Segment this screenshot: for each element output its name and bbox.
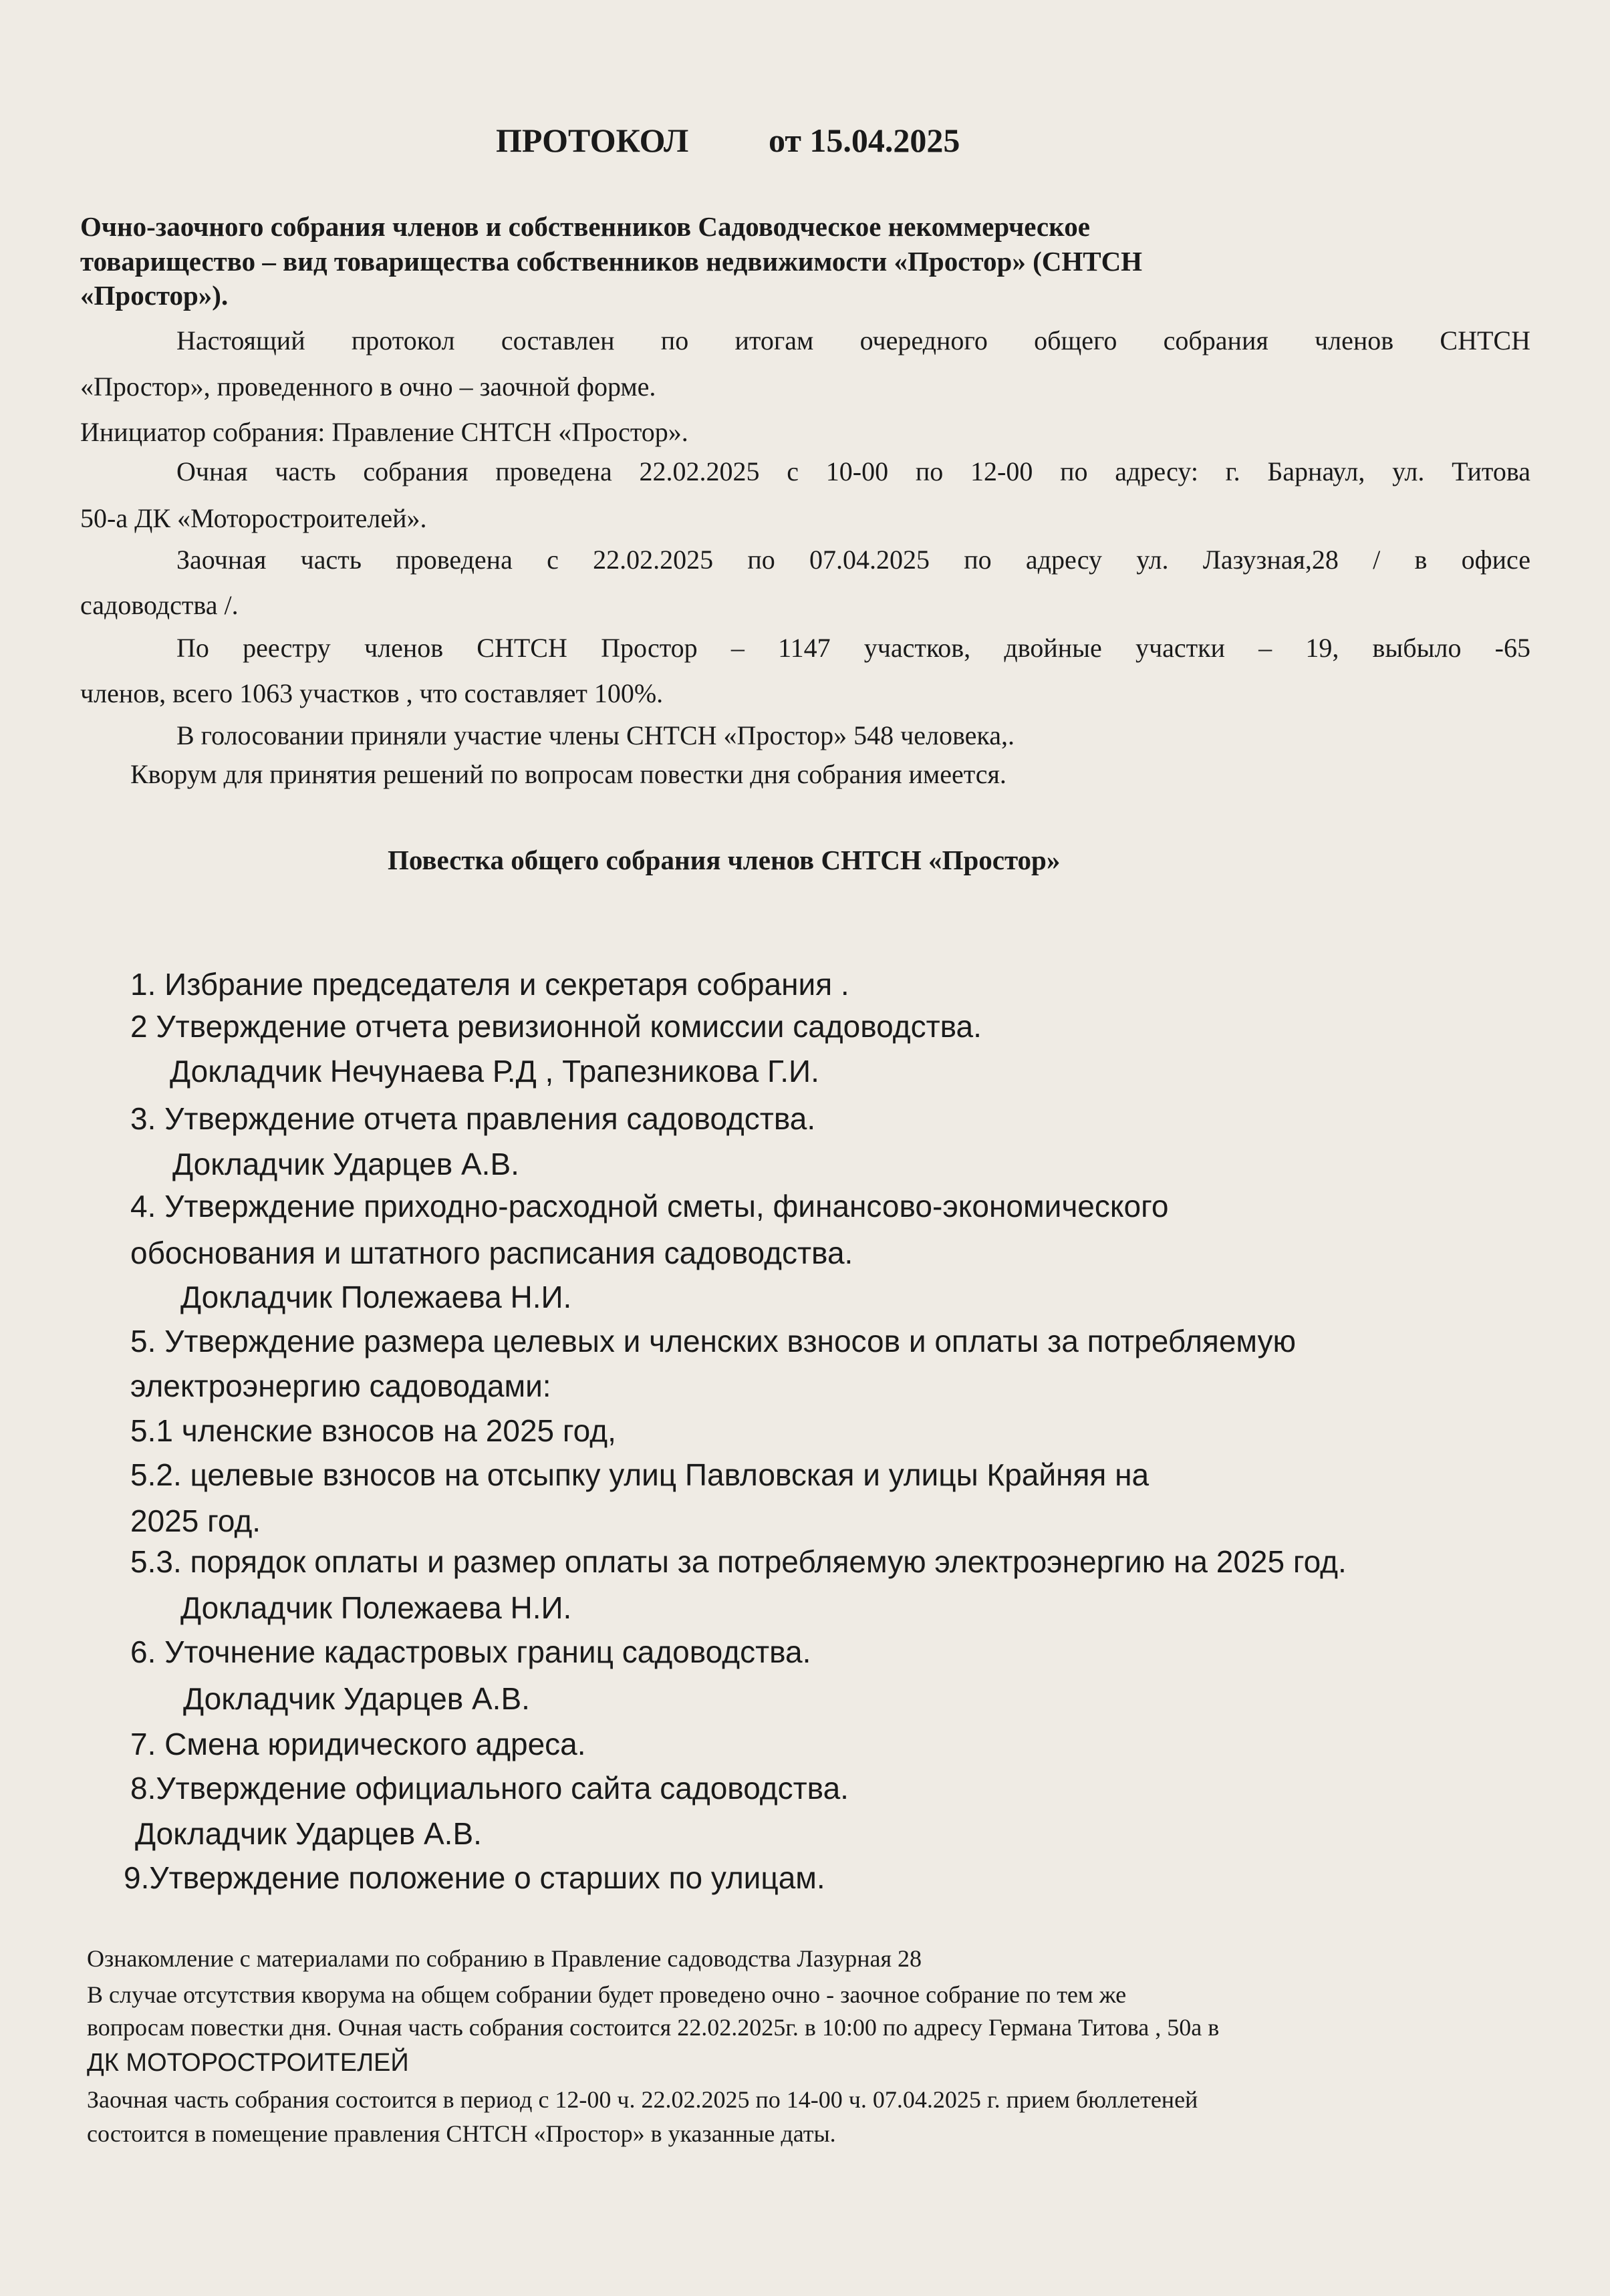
agenda-item: 5.2. целевые взносов на отсыпку улиц Павловская и улицы Крайняя на bbox=[130, 1457, 1150, 1492]
intro-p1-line-2: «Простор», проведенного в очно – заочной форме. bbox=[80, 372, 656, 402]
footer-line-4: ДК МОТОРОСТРОИТЕЛЕЙ bbox=[87, 2049, 409, 2077]
subtitle-line-3: «Простор»). bbox=[80, 280, 229, 311]
footer-line-5: Заочная часть собрания состоится в период с 12-00 ч. 22.02.2025 по 14-00 ч. 07.04.2025 г. прием бюллетеней bbox=[87, 2086, 1198, 2113]
agenda-item: Докладчик Ударцев А.В. bbox=[135, 1816, 482, 1851]
agenda-item: 3. Утверждение отчета правления садоводства. bbox=[130, 1101, 816, 1136]
footer-line-1: Ознакомление с материалами по собранию в Правление садоводства Лазурная 28 bbox=[87, 1945, 922, 1972]
agenda-item: 5. Утверждение размера целевых и членских взносов и оплаты за потребляемую bbox=[130, 1324, 1297, 1358]
agenda-item: 2025 год. bbox=[130, 1503, 261, 1538]
agenda-item: электроэнергию садоводами: bbox=[130, 1369, 551, 1403]
protocol-date: от 15.04.2025 bbox=[769, 122, 960, 159]
agenda-item: Докладчик Полежаева Н.И. bbox=[180, 1280, 572, 1314]
agenda-item: обоснования и штатного расписания садоводства. bbox=[130, 1236, 853, 1270]
agenda-item: Докладчик Полежаева Н.И. bbox=[180, 1590, 572, 1625]
agenda-item: 1. Избрание председателя и секретаря собрания . bbox=[130, 967, 849, 1002]
agenda-heading: Повестка общего собрания членов СНТСН «Простор» bbox=[388, 845, 1061, 875]
agenda-item: Докладчик Ударцев А.В. bbox=[172, 1147, 519, 1181]
agenda-item: 5.1 членские взносов на 2025 год, bbox=[130, 1413, 616, 1448]
intro-p3-line-2: садоводства /. bbox=[80, 590, 239, 620]
agenda-item: 4. Утверждение приходно-расходной сметы, финансово-экономического bbox=[130, 1189, 1169, 1224]
subtitle-line-1: Очно-заочного собрания членов и собственников Садоводческое некоммерческое bbox=[80, 211, 1090, 242]
intro-p5: В голосовании приняли участие члены СНТСН «Простор» 548 человека,. bbox=[176, 720, 1015, 750]
intro-p1-line-1: Настоящий протокол составлен по итогам очередного общего собрания членов СНТСН bbox=[176, 325, 1530, 355]
initiator-line: Инициатор собрания: Правление СНТСН «Простор». bbox=[80, 417, 688, 447]
agenda-item: Докладчик Ударцев А.В. bbox=[183, 1681, 530, 1716]
agenda-item: 8.Утверждение официального сайта садоводства. bbox=[130, 1771, 849, 1806]
agenda-item: Докладчик Нечунаева Р.Д , Трапезникова Г.И. bbox=[170, 1054, 819, 1089]
intro-p4-line-1: По реестру членов СНТСН Простор – 1147 участков, двойные участки – 19, выбыло -65 bbox=[176, 633, 1530, 663]
agenda-item: 5.3. порядок оплаты и размер оплаты за потребляемую электроэнергию на 2025 год. bbox=[130, 1544, 1347, 1579]
intro-p2-line-2: 50-а ДК «Моторостроителей». bbox=[80, 503, 427, 533]
agenda-item: 7. Смена юридического адреса. bbox=[130, 1727, 586, 1761]
protocol-title: ПРОТОКОЛ bbox=[496, 122, 689, 159]
intro-p6: Кворум для принятия решений по вопросам повестки дня собрания имеется. bbox=[130, 759, 1007, 789]
intro-p3-line-1: Заочная часть проведена с 22.02.2025 по 07.04.2025 по адресу ул. Лазузная,28 / в офисе bbox=[176, 545, 1530, 575]
agenda-item: 6. Уточнение кадастровых границ садоводства. bbox=[130, 1634, 811, 1669]
subtitle-line-2: товарищество – вид товарищества собственников недвижимости «Простор» (СНТСН bbox=[80, 246, 1143, 277]
footer-line-6: состоится в помещение правления СНТСН «Простор» в указанные даты. bbox=[87, 2120, 836, 2147]
footer-line-2: В случае отсутствия кворума на общем собрании будет проведено очно - заочное собрание по тем же bbox=[87, 1981, 1127, 2008]
intro-p4-line-2: членов, всего 1063 участков , что составляет 100%. bbox=[80, 678, 664, 708]
agenda-item: 2 Утверждение отчета ревизионной комиссии садоводства. bbox=[130, 1009, 982, 1044]
agenda-item: 9.Утверждение положение о старших по улицам. bbox=[124, 1860, 825, 1895]
footer-line-3: вопросам повестки дня. Очная часть собрания состоится 22.02.2025г. в 10:00 по адресу Германа Титова , 50а в bbox=[87, 2014, 1220, 2041]
intro-p2-line-1: Очная часть собрания проведена 22.02.2025 с 10-00 по 12-00 по адресу: г. Барнаул, ул. Титова bbox=[176, 456, 1530, 486]
